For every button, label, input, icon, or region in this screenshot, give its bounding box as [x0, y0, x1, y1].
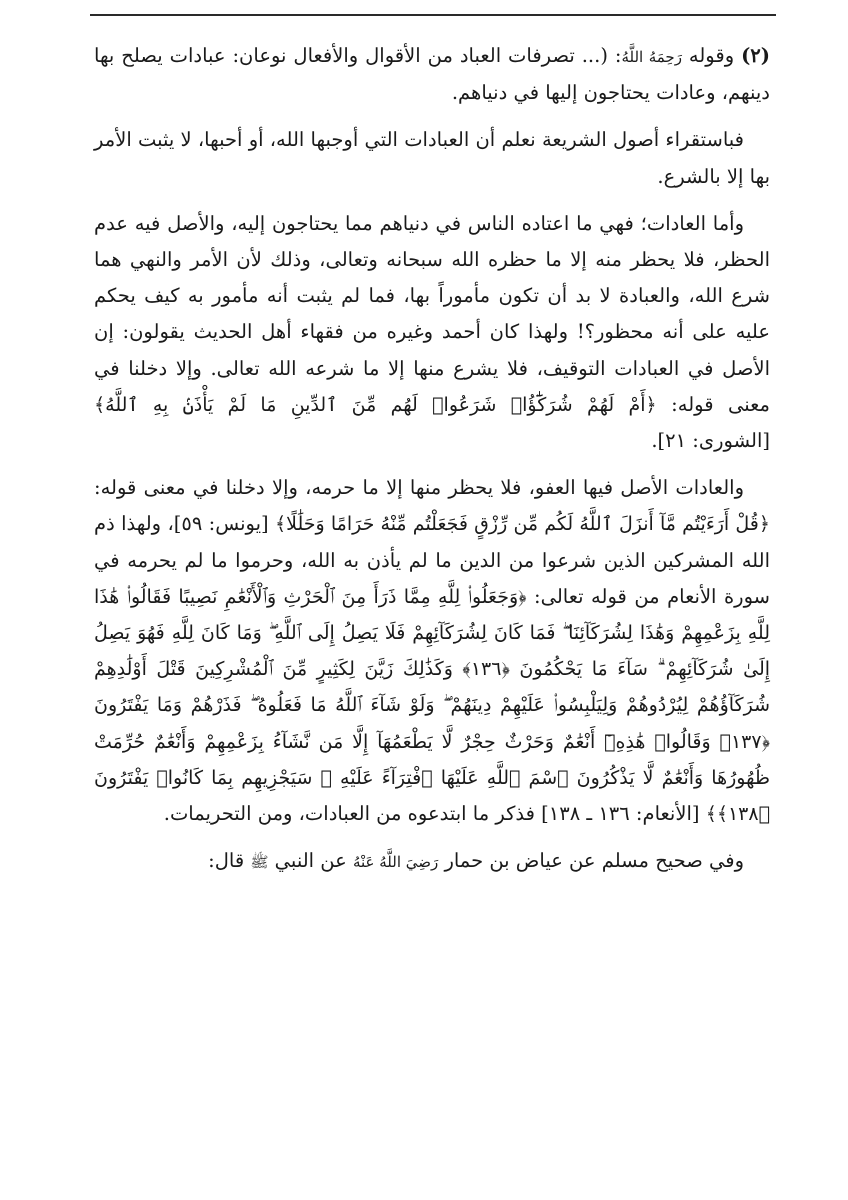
page-text [94, 38, 770, 891]
quran-verse: ﴿وَجَعَلُوا۟ لِلَّهِ مِمَّا ذَرَأَ مِنَ ٱلْحَرْثِ وَٱلْأَنْعَٰمِ نَصِيبًا فَقَالُوا۟ هَٰذَا لِلَّهِ بِزَعْمِهِمْ وَهَٰذَا لِشُرَكَآئِنَا ۖ فَمَا كَانَ لِشُرَكَآئِهِمْ فَلَا يَصِلُ إِلَى ٱللَّهِ ۖ وَمَا كَانَ لِلَّهِ فَهُوَ يَصِلُ إِلَىٰ شُرَكَآئِهِمْ ۗ سَآءَ مَا يَحْكُمُونَ ﴿١٣٦﴾ وَكَذَٰلِكَ زَيَّنَ لِكَثِيرٍ مِّنَ ٱلْمُشْرِكِينَ قَتْلَ أَوْلَٰدِهِمْ شُرَكَآؤُهُمْ لِيُرْدُوهُمْ وَلِيَلْبِسُوا۟ عَلَيْهِمْ دِينَهُمْ ۖ وَلَوْ شَآءَ ٱللَّهُ مَا فَعَلُوهُ ۖ فَذَرْهُمْ وَمَا يَفْتَرُونَ ﴿١٣٧﴾ وَقَالُوا۟ هَٰذِهِۦٓ أَنْعَٰمٌ وَحَرْثٌ حِجْرٌ لَّا يَطْعَمُهَآ إِلَّا مَن نَّشَآءُ بِزَعْمِهِمْ وَأَنْعَٰمٌ حُرِّمَتْ ظُهُورُهَا وَأَنْعَٰمٌ لَّا يَذْكُرُونَ ٱسْمَ ٱللَّهِ عَلَيْهَا ٱفْتِرَآءً عَلَيْهِ ۚ سَيَجْزِيهِم بِمَا كَانُوا۟ يَفْتَرُونَ ﴿١٣٨﴾﴾ [94, 585, 771, 826]
text-run: ، ولهذا ذم الله المشركين الذين شرعوا من الدين ما لم يأذن به الله، وحرموا ما لم يحرمه في سورة الأنعام من قوله تعالى: [94, 512, 770, 608]
verse-reference: [يونس: ٥٩] [173, 512, 269, 536]
honorific: ﷺ [250, 853, 269, 872]
verse-reference: [الأنعام: ١٣٦ ـ ١٣٨] [541, 802, 700, 826]
text-run: فباستقراء أصول الشريعة نعلم أن العبادات التي أوجبها الله، أو أحبها، لا يثبت الأمر بها إلا بالشرع. [94, 128, 770, 188]
text-run: عن النبي [268, 849, 353, 873]
text-run: وأما العادات؛ فهي ما اعتاده الناس في دنياهم مما يحتاجون إليه، والأصل فيه عدم الحظر، فلا يحظر منه إلا ما حظره الله سبحانه وتعالى، وذلك لأن الأمر والنهي هما شرع الله، والعبادة لا بد أن تكون مأموراً بها، فما لم يثبت أنه مأمور به كيف يحكم عليه على أنه محظور؟! ولهذا كان أحمد وغيره من فقهاء أهل الحديث يقولون: إن الأصل في العبادات التوقيف، فلا يشرع منها إلا ما شرعه الله تعالى. وإلا دخلنا في معنى قوله: [94, 211, 771, 416]
verse-reference: [الشورى: ٢١]. [651, 429, 770, 453]
text-run: وفي صحيح مسلم عن عياض بن حمار [438, 849, 744, 873]
paragraph-worship [94, 122, 770, 194]
honorific: رَضِيَ اللَّهُ عَنْهُ [352, 853, 439, 872]
text-run: والعادات الأصل فيها العفو، فلا يحظر منها إلا ما حرمه، وإلا دخلنا في معنى قوله: [94, 476, 744, 500]
quran-verse: ﴿قُلْ أَرَءَيْتُم مَّآ أَنزَلَ ٱللَّهُ لَكُم مِّن رِّزْقٍ فَجَعَلْتُم مِّنْهُ حَرَامًا وَحَلَٰلًا﴾ [274, 513, 771, 536]
paragraph-hadith [94, 843, 770, 880]
text-run: فذكر ما ابتدعوه من العبادات، ومن التحريمات. [163, 802, 542, 826]
paragraph-note-2 [94, 38, 770, 111]
text-run: : (... تصرفات العباد من الأقوال والأفعال نوعان: عبادات يصلح بها دينهم، وعادات يحتاجون إليها في دنياهم. [94, 44, 770, 105]
note-number: (٢) [741, 44, 771, 67]
paragraph-customs [94, 206, 770, 459]
paragraph-pardon [94, 470, 770, 832]
quran-verse: ﴿أَمْ لَهُمْ شُرَكَٰٓؤُا۟ شَرَعُوا۟ لَهُم مِّنَ ٱلدِّينِ مَا لَمْ يَأْذَنۢ بِهِ ٱللَّهُ﴾ [94, 393, 657, 416]
top-rule [90, 14, 776, 16]
text-run: قال: [208, 849, 251, 873]
text-run: وقوله [681, 44, 742, 67]
honorific: رَحِمَهُ اللَّهُ [621, 48, 682, 66]
